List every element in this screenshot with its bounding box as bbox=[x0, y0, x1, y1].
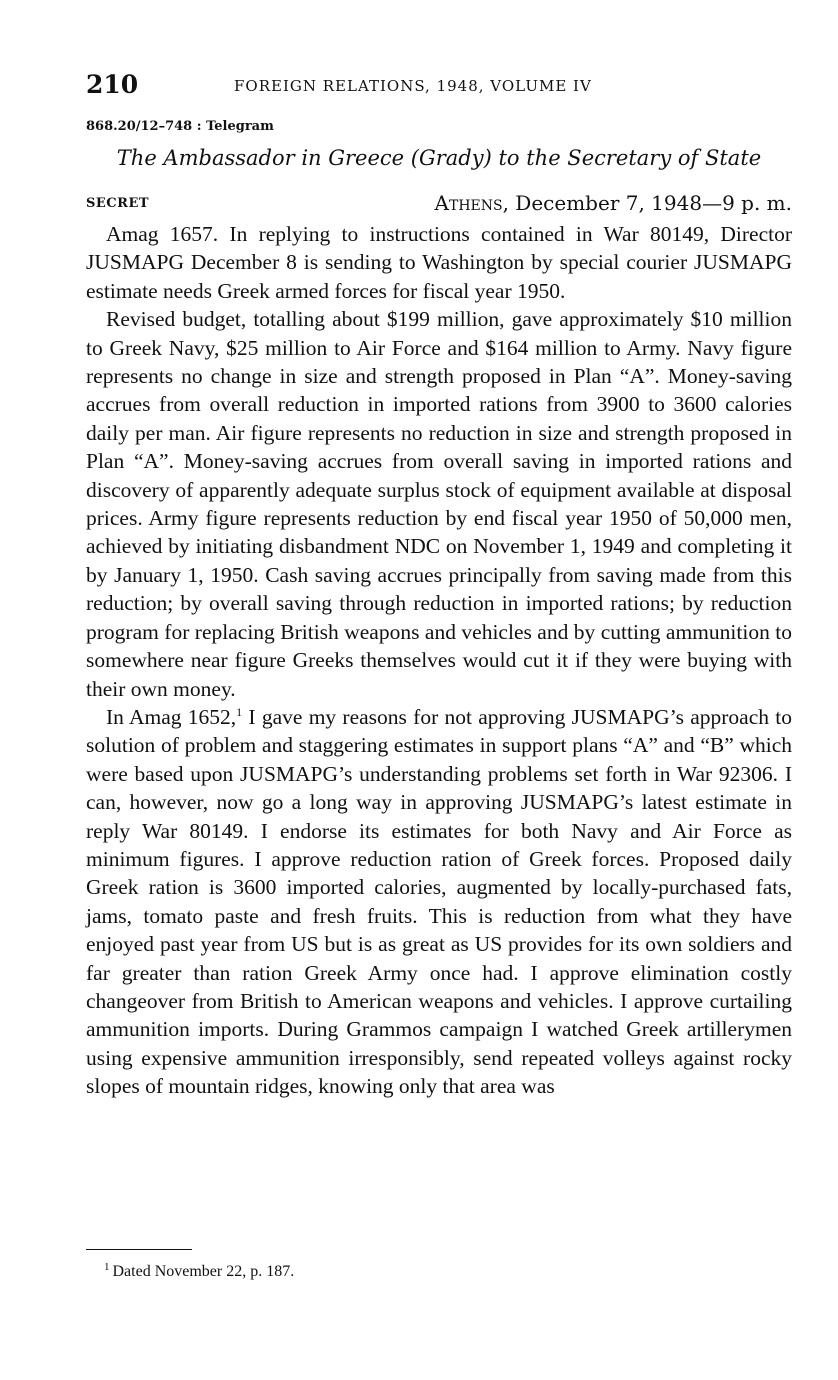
telegram-meta bbox=[86, 190, 792, 218]
dateline bbox=[435, 190, 792, 216]
paragraph-2: Revised budget, totalling about $199 million, gave approximately $10 million to Greek Navy, $25 million to Air Force and $164 million to Army. Navy figure represents no change in size and strength proposed in Plan “A”. Money-saving accrues from overall reduction in imported rations from 3900 to 3600 calories daily per man. Air figure represents no reduction in size and strength proposed in Plan “A”. Money-saving accrues from overall saving in imported rations and discovery of apparently adequate surplus stock of equipment available at disposal prices. Army figure represents reduction by end fiscal year 1950 of 50,000 men, achieved by initiating disbandment NDC on November 1, 1949 and completing it by January 1, 1950. Cash saving accrues principally from saving made from this reduction; by overall saving through reduction in imported rations; by reduction program for replacing British weapons and vehicles and by cutting ammunition to somewhere near figure Greeks themselves would cut it if they were buying with their own money. bbox=[86, 307, 792, 701]
footnote-reference[interactable]: 1 bbox=[236, 704, 243, 719]
classification-label: SECRET bbox=[86, 196, 150, 211]
footnote bbox=[104, 1262, 294, 1282]
footnote-divider bbox=[86, 1249, 192, 1250]
page-number: 210 bbox=[86, 70, 139, 99]
paragraph-3-body: I gave my reasons for not approving JUSMAPG’s approach to solution of problem and staggering estimates in support plans “A” and “B” which were based upon JUSMAPG’s understanding problems set forth in War 92306. I can, however, now go a long way in approving JUSMAPG’s latest estimate in reply War 80149. I endorse its estimates for both Navy and Air Force as minimum figures. I approve reduction ration of Greek forces. Proposed daily Greek ration is 3600 imported calories, augmented by locally-purchased fats, jams, tomato paste and fresh fruits. This is reduction from what they have enjoyed past year from US but is as great as US provides for its own soldiers and far greater than ration Greek Army once had. I approve elimination costly changeover from British to American weapons and vehicles. I approve curtailing ammunition imports. During Grammos campaign I watched Greek artillerymen using expensive ammunition irresponsibly, send repeated volleys against rocky slopes of mountain ridges, knowing only that area was bbox=[86, 704, 792, 1099]
dateline-place: Athens bbox=[434, 191, 503, 215]
telegram-body bbox=[86, 220, 792, 1101]
document-title: The Ambassador in Greece (Grady) to the Secretary of State bbox=[116, 146, 762, 170]
paragraph-1: Amag 1657. In replying to instructions contained in War 80149, Director JUSMAPG December 8 is sending to Washington by special courier JUSMAPG estimate needs Greek armed forces for fiscal year 1950. bbox=[86, 222, 792, 303]
file-reference: 868.20/12–748 : Telegram bbox=[86, 119, 274, 134]
footnote-marker: 1 bbox=[104, 1260, 110, 1273]
paragraph-3-lead: In Amag 1652, bbox=[106, 704, 237, 729]
paragraph-3 bbox=[86, 703, 792, 1101]
page-header bbox=[86, 70, 792, 104]
footnote-text: Dated November 22, p. 187. bbox=[112, 1263, 295, 1280]
running-head: FOREIGN RELATIONS, 1948, VOLUME IV bbox=[234, 77, 592, 95]
dateline-date: , December 7, 1948—9 p. m. bbox=[502, 191, 792, 215]
